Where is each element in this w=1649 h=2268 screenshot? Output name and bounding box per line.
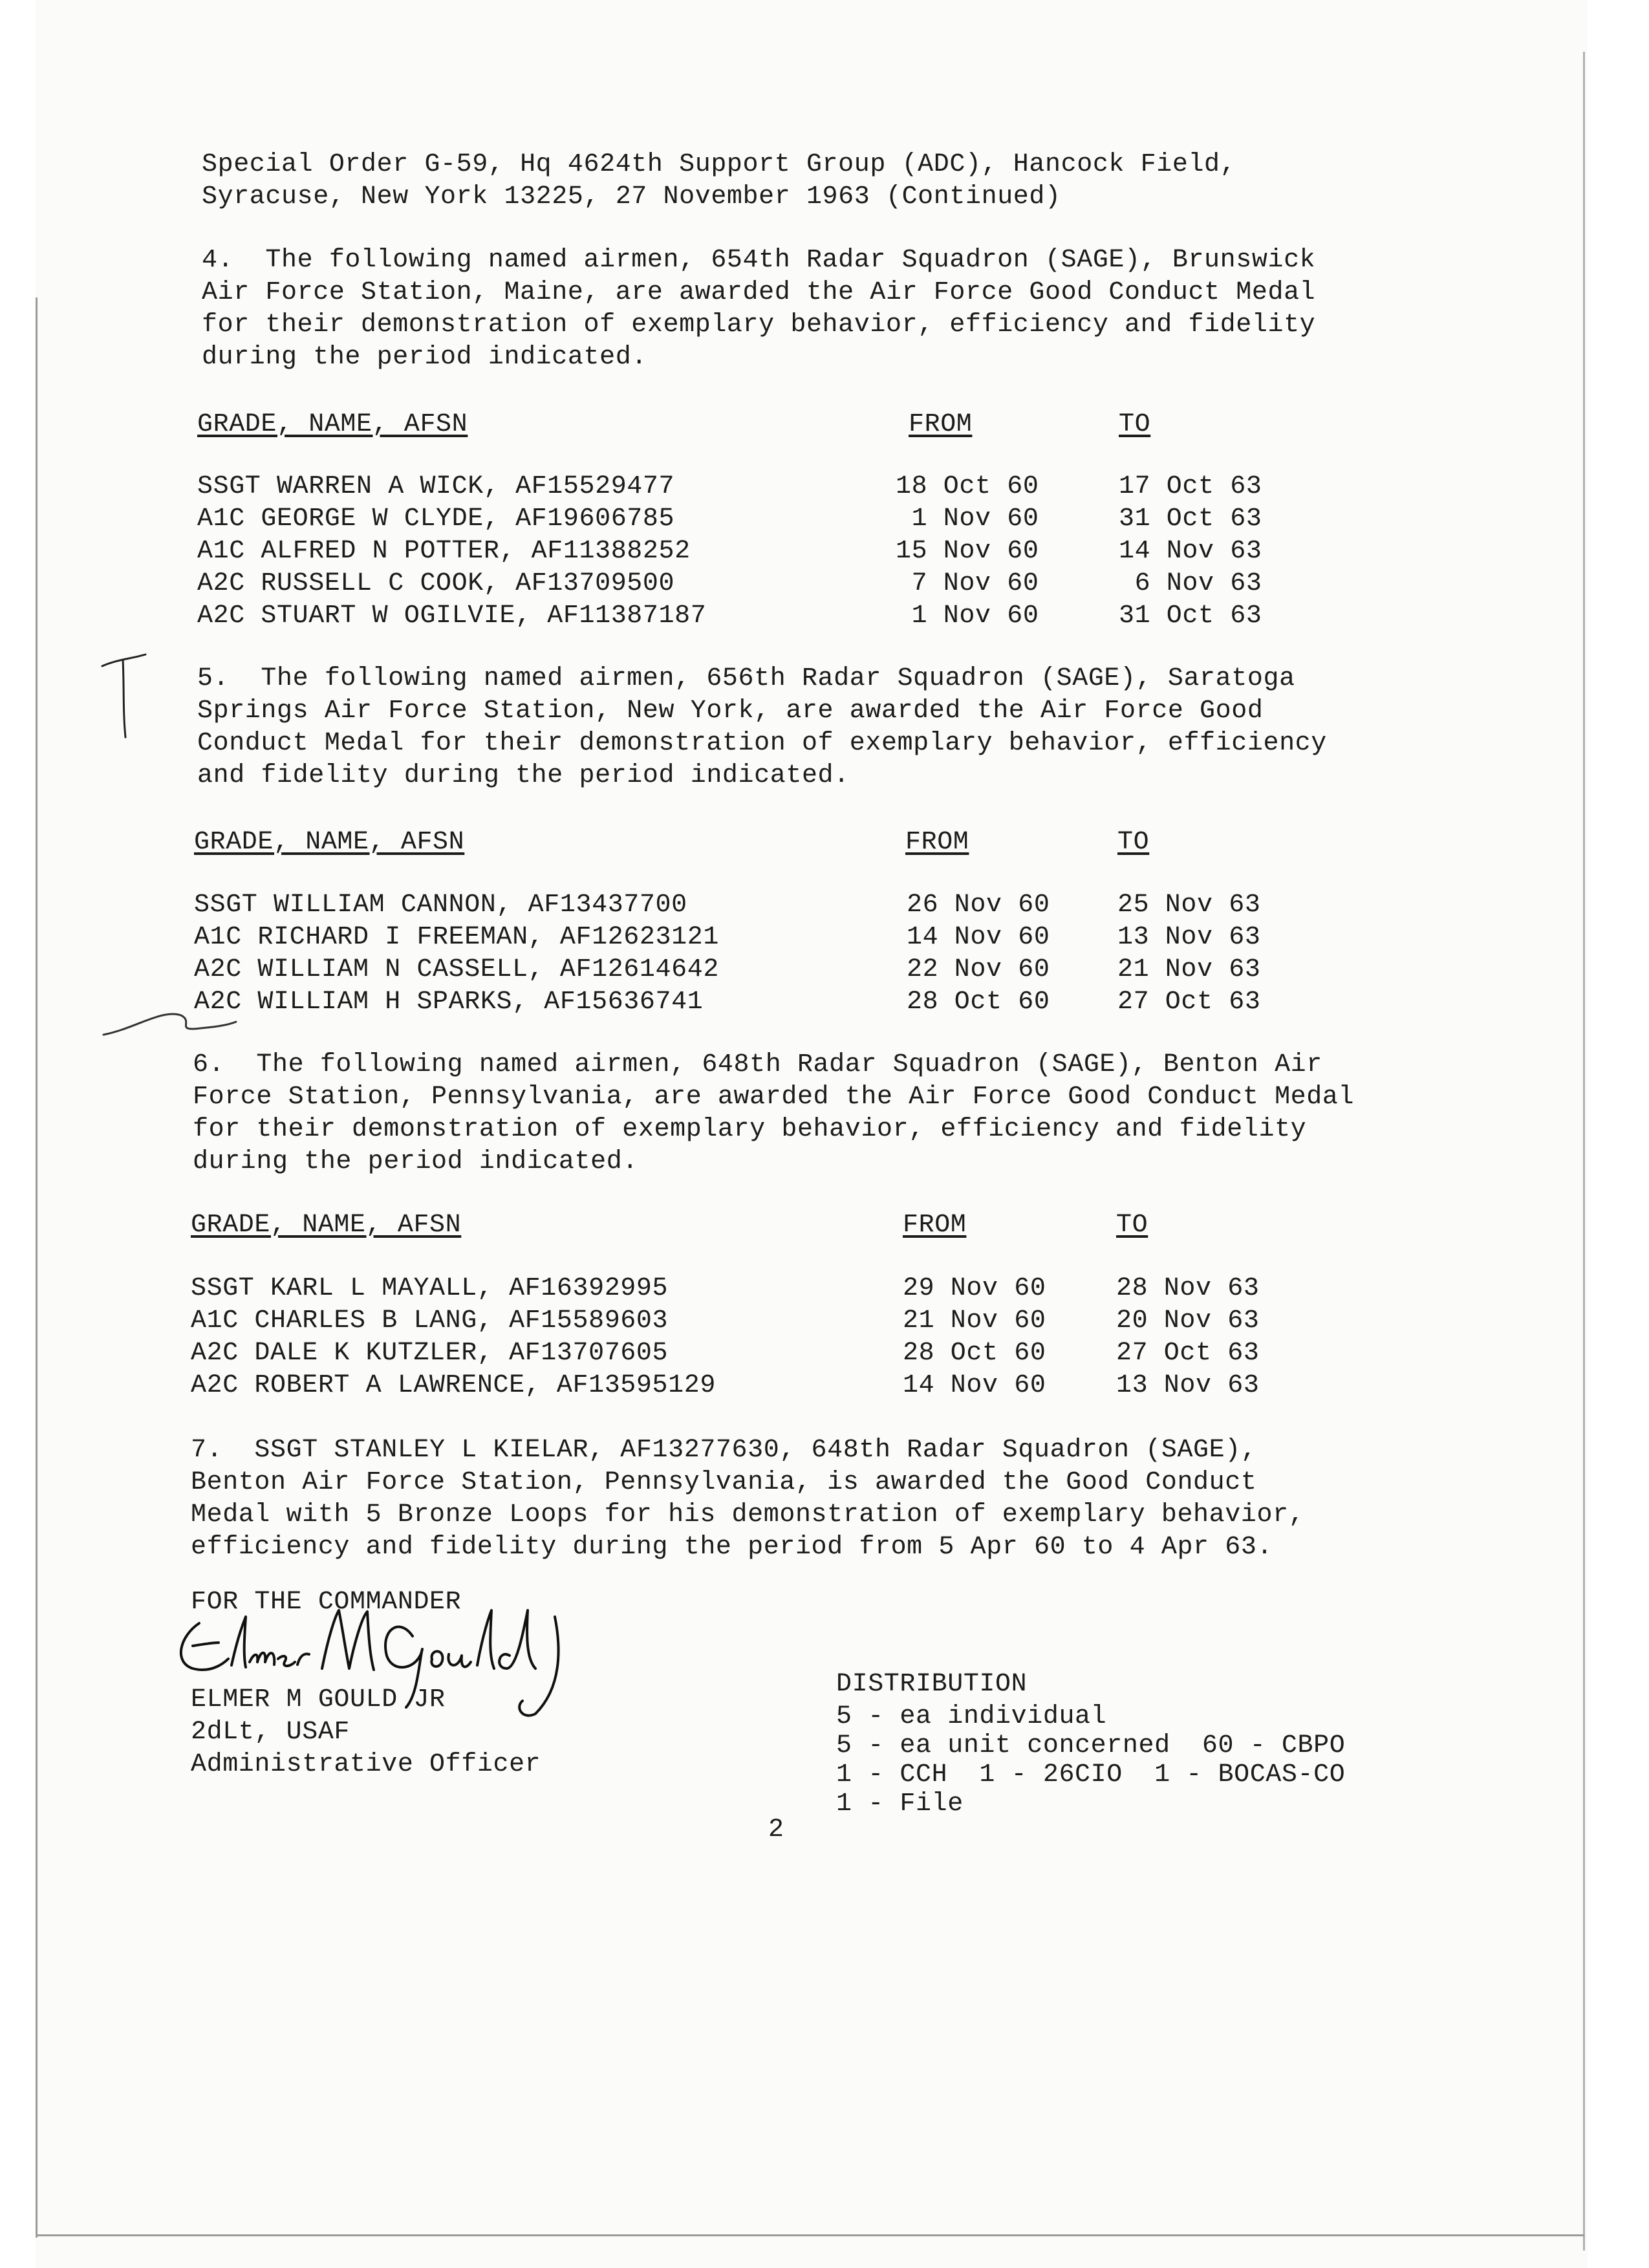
table-row-from: 26 Nov 60 [907,891,1050,920]
order-header-line-2: Syracuse, New York 13225, 27 November 1963 (Continued) [202,182,1061,211]
table-row-name: SSGT WARREN A WICK, AF15529477 [197,472,675,501]
section-5-text-line: Conduct Medal for their demonstration of exemplary behavior, efficiency [197,729,1327,758]
section-6-text-line: during the period indicated. [193,1147,638,1176]
table-row-to: 17 Oct 63 [1119,472,1262,501]
page-number: 2 [768,1815,784,1844]
distribution-heading: DISTRIBUTION [836,1670,1028,1699]
table-row-from: 1 Nov 60 [896,601,1039,631]
section-4-text-line: for their demonstration of exemplary behavior, efficiency and fidelity [202,310,1316,340]
table-row-to: 21 Nov 63 [1117,955,1261,984]
table-row-to: 14 Nov 63 [1119,537,1262,566]
section-5-text-line: and fidelity during the period indicated. [197,761,850,790]
table-row-name: A2C WILLIAM N CASSELL, AF12614642 [194,955,719,984]
section-4-text-line: during the period indicated. [202,343,647,372]
section-7-text-line: Medal with 5 Bronze Loops for his demonstration of exemplary behavior, [191,1500,1305,1529]
table-row-to: 27 Oct 63 [1116,1339,1260,1368]
table-row-to: 28 Nov 63 [1116,1274,1260,1303]
section-5-text-line: 5. The following named airmen, 656th Radar Squadron (SAGE), Saratoga [197,664,1295,693]
page-edge-shadow [1583,52,1585,2251]
name-column-header: GRADE, NAME, AFSN [194,828,465,857]
pen-scribble-icon [97,1002,239,1041]
name-column-header: GRADE, NAME, AFSN [197,410,468,439]
table-row-from: 28 Oct 60 [907,988,1050,1017]
table-row-to: 20 Nov 63 [1116,1306,1260,1335]
table-row-from: 1 Nov 60 [896,504,1039,534]
table-row-name: A1C RICHARD I FREEMAN, AF12623121 [194,923,719,952]
from-column-header: FROM [903,1211,967,1240]
distribution-line: 1 - CCH 1 - 26CIO 1 - BOCAS-CO [836,1760,1346,1789]
signatory-name: ELMER M GOULD JR [191,1685,446,1714]
signatory-rank: 2dLt, USAF [191,1718,350,1747]
table-row-name: A2C DALE K KUTZLER, AF13707605 [191,1339,669,1368]
table-row-name: A2C STUART W OGILVIE, AF11387187 [197,601,707,631]
from-column-header: FROM [905,828,969,857]
table-row-to: 25 Nov 63 [1117,891,1261,920]
table-row-name: A1C CHARLES B LANG, AF15589603 [191,1306,669,1335]
pen-mark-icon [97,640,149,744]
table-row-name: A1C ALFRED N POTTER, AF11388252 [197,537,691,566]
page-edge-shadow [36,297,38,2238]
table-row-from: 15 Nov 60 [896,537,1039,566]
table-row-to: 27 Oct 63 [1117,988,1261,1017]
table-row-from: 14 Nov 60 [907,923,1050,952]
table-row-to: 6 Nov 63 [1119,569,1262,598]
name-column-header: GRADE, NAME, AFSN [191,1211,462,1240]
section-7-text-line: 7. SSGT STANLEY L KIELAR, AF13277630, 648th Radar Squadron (SAGE), [191,1436,1257,1465]
table-row-to: 13 Nov 63 [1117,923,1261,952]
section-5-text-line: Springs Air Force Station, New York, are awarded the Air Force Good [197,697,1264,726]
section-7-text-line: Benton Air Force Station, Pennsylvania, is awarded the Good Conduct [191,1468,1257,1497]
to-column-header: TO [1119,410,1151,439]
to-column-header: TO [1117,828,1150,857]
table-row-name: A1C GEORGE W CLYDE, AF19606785 [197,504,675,534]
section-6-text-line: Force Station, Pennsylvania, are awarded the Air Force Good Conduct Medal [193,1083,1355,1112]
section-4-text-line: Air Force Station, Maine, are awarded the Air Force Good Conduct Medal [202,278,1316,307]
table-row-from: 7 Nov 60 [896,569,1039,598]
order-header-line-1: Special Order G-59, Hq 4624th Support Group (ADC), Hancock Field, [202,150,1236,179]
to-column-header: TO [1116,1211,1148,1240]
section-4-text-line: 4. The following named airmen, 654th Radar Squadron (SAGE), Brunswick [202,246,1316,275]
table-row-from: 18 Oct 60 [896,472,1039,501]
table-row-from: 21 Nov 60 [903,1306,1046,1335]
table-row-name: A2C ROBERT A LAWRENCE, AF13595129 [191,1371,716,1400]
page-edge-shadow [36,2234,1584,2236]
table-row-name: SSGT KARL L MAYALL, AF16392995 [191,1274,669,1303]
table-row-to: 31 Oct 63 [1119,504,1262,534]
table-row-to: 13 Nov 63 [1116,1371,1260,1400]
for-the-commander: FOR THE COMMANDER [191,1588,462,1617]
table-row-to: 31 Oct 63 [1119,601,1262,631]
table-row-name: A2C RUSSELL C COOK, AF13709500 [197,569,675,598]
distribution-line: 5 - ea unit concerned 60 - CBPO [836,1731,1346,1760]
table-row-from: 28 Oct 60 [903,1339,1046,1368]
table-row-from: 14 Nov 60 [903,1371,1046,1400]
section-6-text-line: for their demonstration of exemplary behavior, efficiency and fidelity [193,1115,1307,1144]
table-row-from: 22 Nov 60 [907,955,1050,984]
section-7-text-line: efficiency and fidelity during the period from 5 Apr 60 to 4 Apr 63. [191,1533,1273,1562]
table-row-name: A2C WILLIAM H SPARKS, AF15636741 [194,988,704,1017]
section-6-text-line: 6. The following named airmen, 648th Radar Squadron (SAGE), Benton Air [193,1050,1322,1079]
distribution-line: 5 - ea individual [836,1702,1107,1731]
from-column-header: FROM [909,410,973,439]
table-row-name: SSGT WILLIAM CANNON, AF13437700 [194,891,687,920]
distribution-line: 1 - File [836,1789,964,1819]
table-row-from: 29 Nov 60 [903,1274,1046,1303]
signatory-title: Administrative Officer [191,1750,541,1779]
